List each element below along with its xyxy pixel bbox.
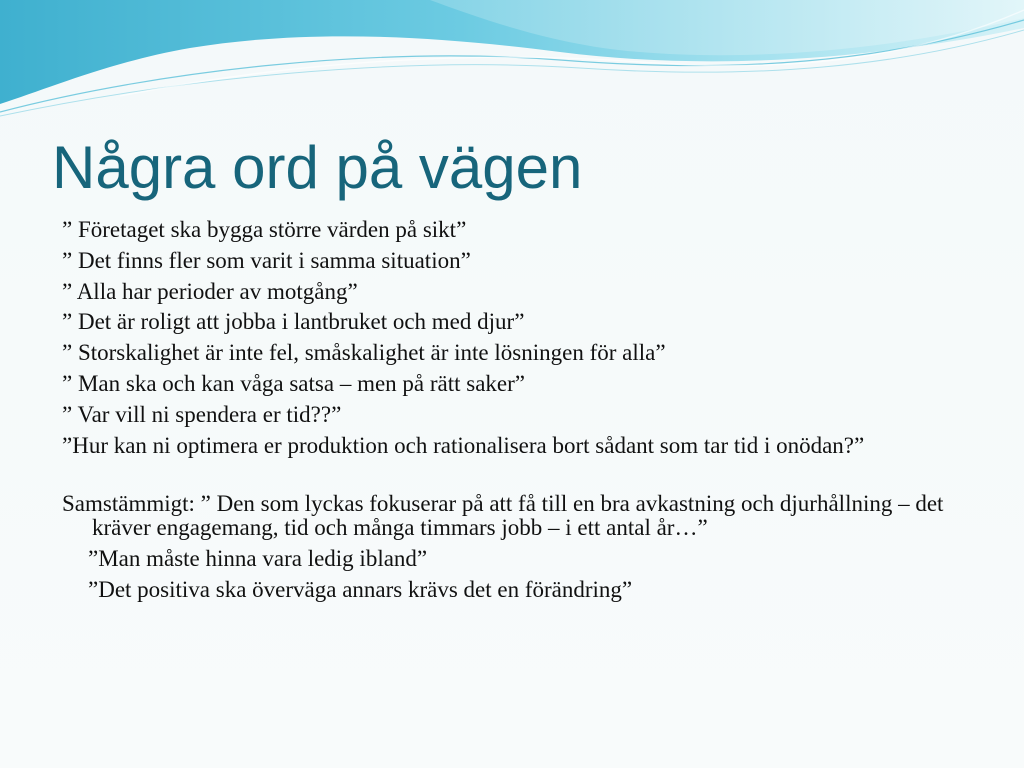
quote-item: ” Företaget ska bygga större värden på sikt” xyxy=(62,217,467,242)
sub-quote-item: ”Det positiva ska överväga annars krävs det en förändring” xyxy=(88,576,633,602)
slide-body xyxy=(62,218,982,609)
sub-quote-item: ”Man måste hinna vara ledig ibland” xyxy=(88,546,428,572)
slide-title: Några ord på vägen xyxy=(52,134,583,201)
quote-item: ”Hur kan ni optimera er produktion och rationalisera bort sådant som tar tid i onödan?” xyxy=(62,432,865,458)
quote-item: ” Alla har perioder av motgång” xyxy=(62,278,358,304)
paragraph-spacer xyxy=(62,464,982,492)
quote-item: ” Storskalighet är inte fel, småskalighet är inte lösningen för alla” xyxy=(62,340,666,366)
summary-paragraph: Samstämmigt: ” Den som lyckas fokuserar på att få till en bra avkastning och djurhållning – det kräver engagemang, tid och många timmars jobb – i ett antal år…” xyxy=(62,491,944,541)
header-wave-decoration xyxy=(0,0,1024,120)
quote-item: ” Var vill ni spendera er tid??” xyxy=(62,401,342,427)
quote-item: ” Det finns fler som varit i samma situation” xyxy=(62,247,471,273)
quote-item: ” Man ska och kan våga satsa – men på rätt saker” xyxy=(62,370,526,396)
quote-item: ” Det är roligt att jobba i lantbruket och med djur” xyxy=(62,309,525,335)
